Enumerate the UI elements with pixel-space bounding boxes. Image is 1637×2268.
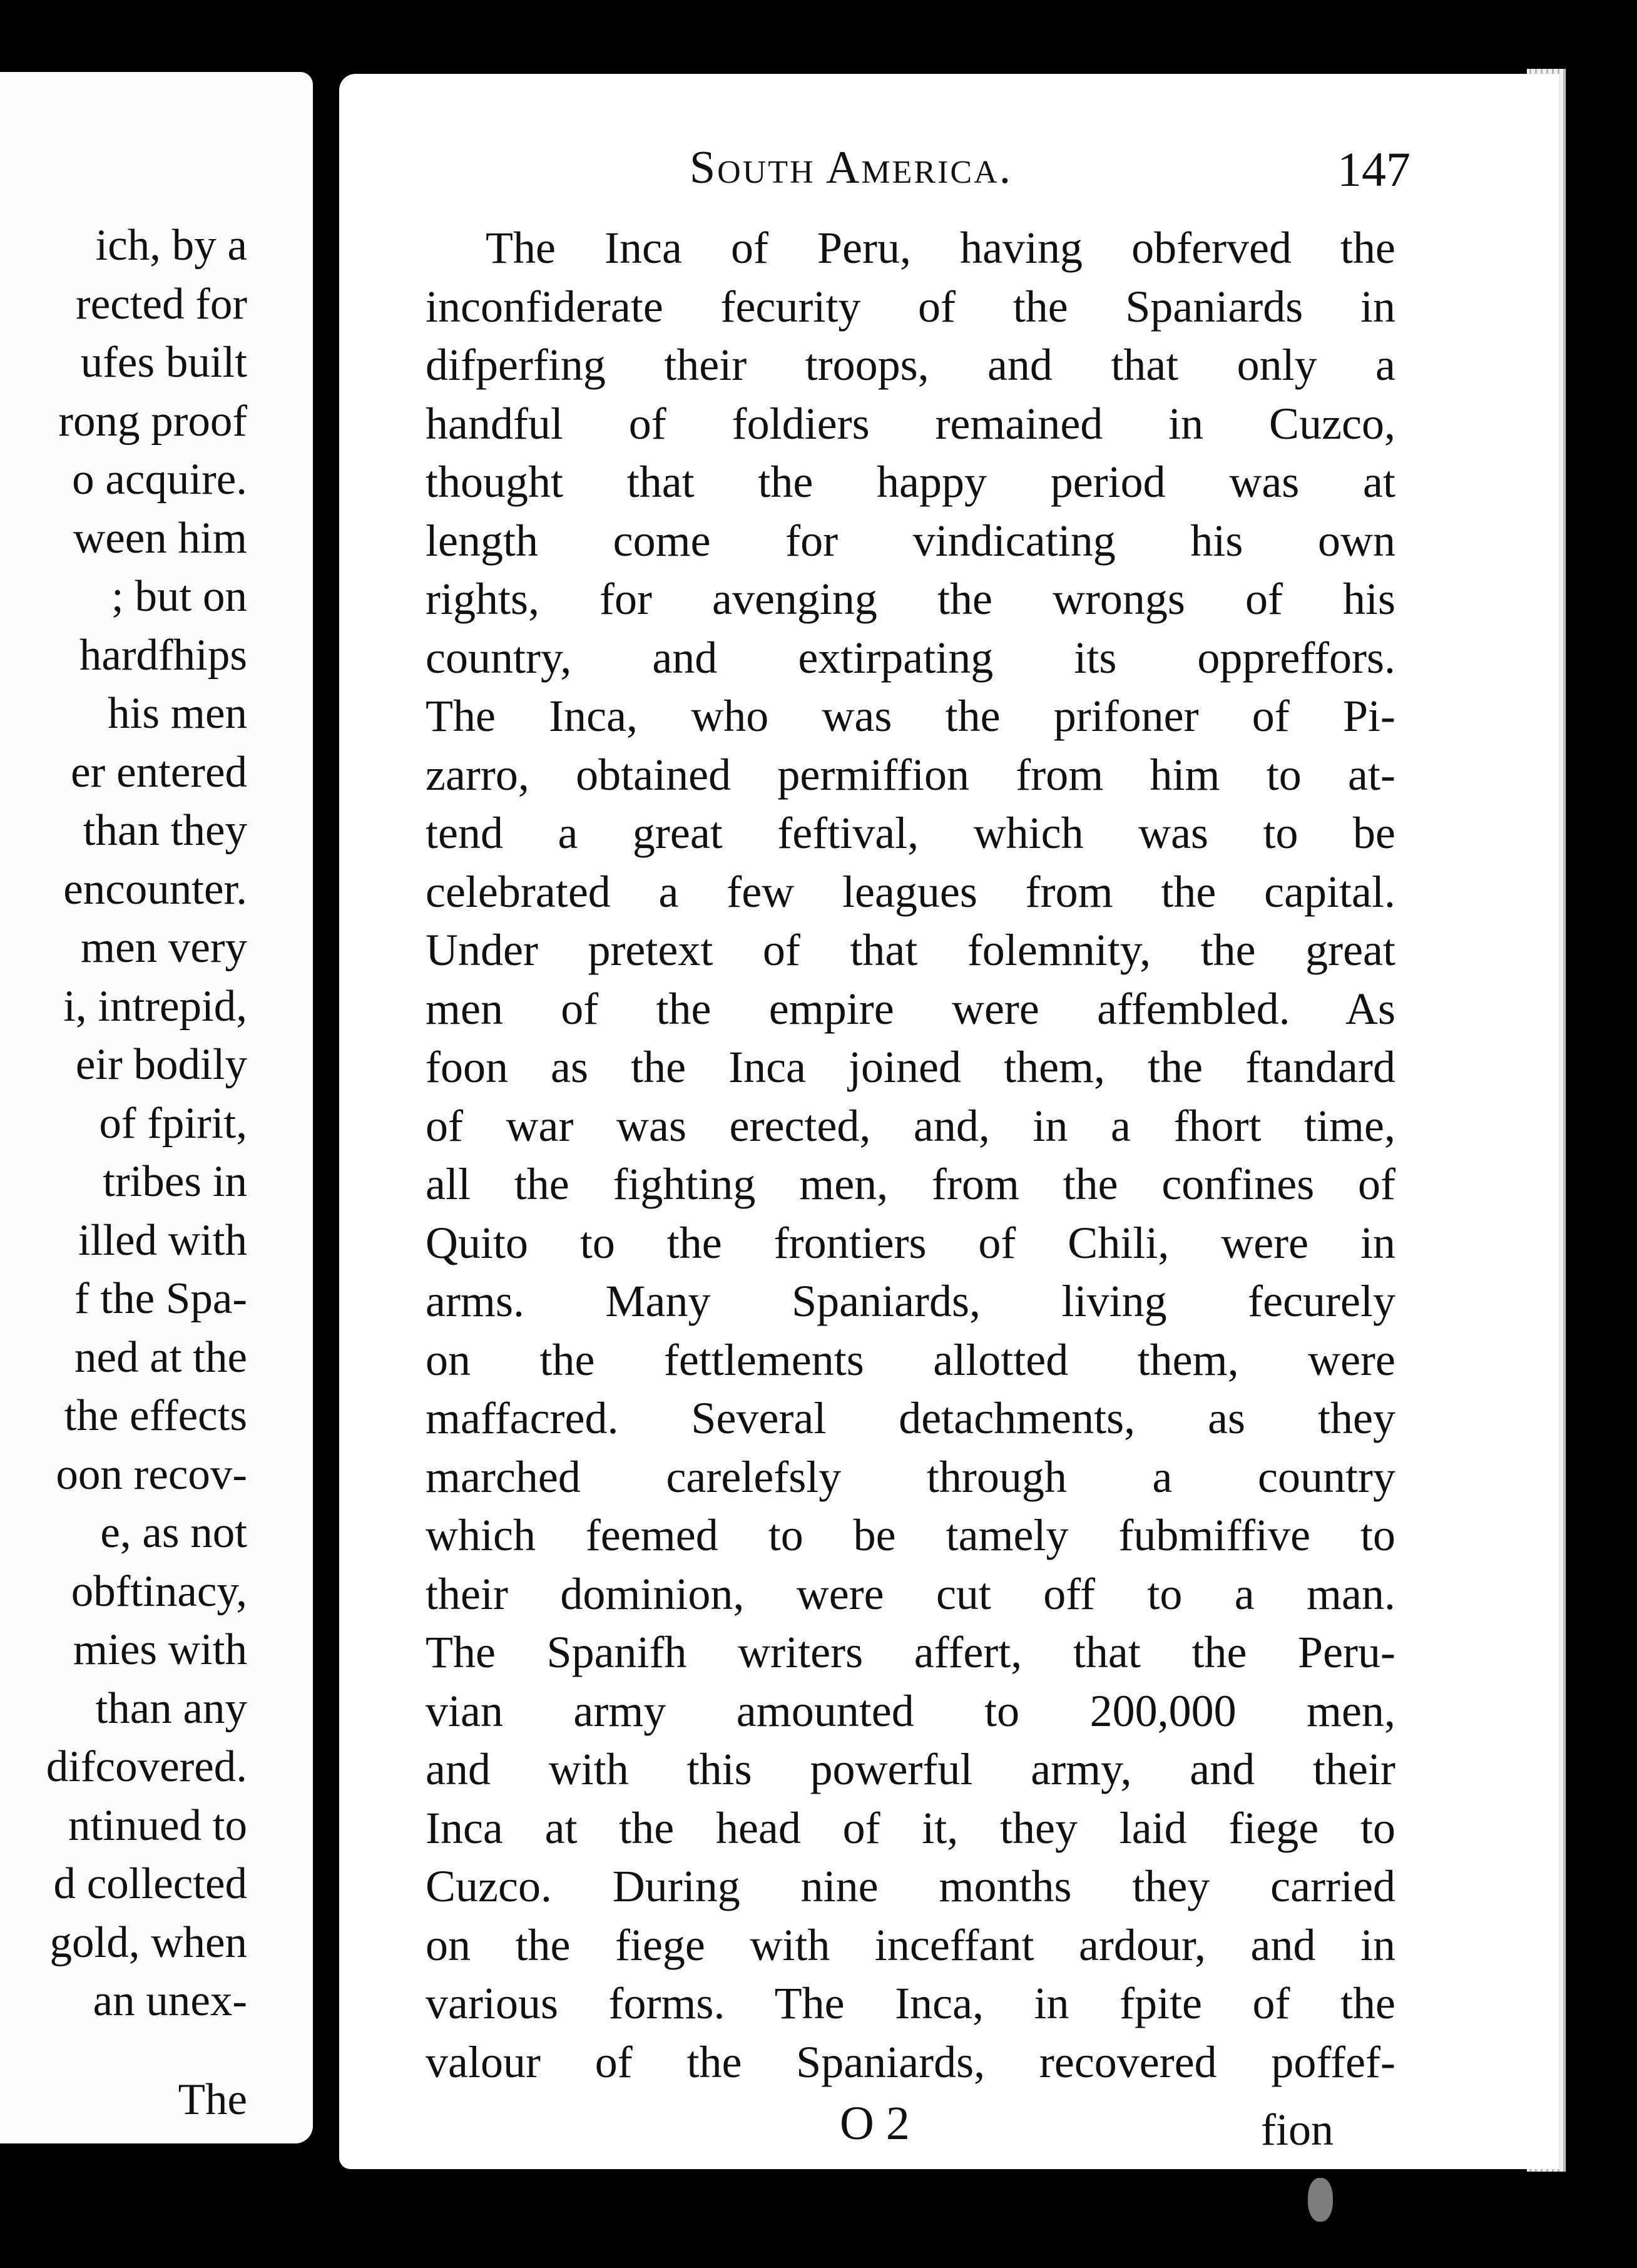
- body-line: length come for vindicating his own: [426, 515, 1395, 566]
- body-line: men of the empire were affembled. As: [426, 983, 1395, 1034]
- body-line: maffacred. Several detachments, as they: [426, 1393, 1395, 1443]
- left-page-line: than any: [95, 1683, 247, 1733]
- left-page-line: difcovered.: [46, 1742, 247, 1791]
- left-page-line: ich, by a: [95, 221, 247, 270]
- catchword: fion: [1261, 2105, 1334, 2155]
- body-line: Cuzco. During nine months they carried: [426, 1861, 1395, 1911]
- left-page-line: ntinued to: [68, 1801, 247, 1850]
- body-line: all the fighting men, from the confines of: [426, 1159, 1395, 1209]
- left-page: [0, 72, 313, 2143]
- left-page-line: tribes in: [103, 1157, 247, 1206]
- body-line: on the fiege with inceffant ardour, and in: [426, 1919, 1395, 1970]
- left-page-line: of fpirit,: [99, 1098, 247, 1148]
- body-line: The Spanifh writers affert, that the Peru-: [426, 1627, 1395, 1677]
- body-line: which feemed to be tamely fubmiffive to: [426, 1510, 1395, 1560]
- signature-mark: O 2: [840, 2097, 910, 2150]
- left-page-line: the effects: [64, 1391, 247, 1440]
- left-page-line: illed with: [78, 1215, 247, 1265]
- left-page-line: f the Spa-: [74, 1274, 247, 1323]
- body-line: marched carelefsly through a country: [426, 1451, 1395, 1502]
- body-line: zarro, obtained permiffion from him to at-: [426, 749, 1395, 800]
- left-page-line: d collected: [53, 1859, 247, 1908]
- body-line: Quito to the frontiers of Chili, were in: [426, 1217, 1395, 1268]
- left-page-line: rong proof: [58, 396, 247, 446]
- body-line: vian army amounted to 200,000 men,: [426, 1685, 1395, 1736]
- body-line: inconfiderate fecurity of the Spaniards in: [426, 281, 1395, 332]
- left-page-line: ween him: [73, 513, 247, 563]
- body-text: [426, 219, 1395, 2092]
- left-page-line: than they: [83, 806, 247, 855]
- body-line: country, and extirpating its oppreffors.: [426, 632, 1395, 683]
- page-number: 147: [1337, 142, 1410, 197]
- body-line: The Inca of Peru, having obferved the: [486, 223, 1395, 273]
- running-head: South America.: [690, 142, 1013, 193]
- left-page-line: ned at the: [74, 1332, 247, 1382]
- body-line: Under pretext of that folemnity, the great: [426, 925, 1395, 975]
- left-page-line: e, as not: [100, 1508, 247, 1557]
- left-page-line: men very: [80, 923, 247, 972]
- left-page-line: mies with: [73, 1625, 247, 1674]
- left-page-line: ; but on: [111, 572, 247, 621]
- left-page-line: hardfhips: [79, 630, 247, 680]
- body-line: rights, for avenging the wrongs of his: [426, 574, 1395, 624]
- body-line: of war was erected, and, in a fhort time,: [426, 1100, 1395, 1151]
- right-page: [339, 74, 1559, 2169]
- ink-smudge: [1308, 2178, 1333, 2222]
- left-page-line: his men: [108, 689, 247, 738]
- left-page-line: oon recov-: [56, 1449, 247, 1499]
- left-page-line: gold, when: [49, 1918, 247, 1967]
- body-line: celebrated a few leagues from the capital.: [426, 866, 1395, 917]
- left-page-line: i, intrepid,: [63, 981, 247, 1031]
- body-line: valour of the Spaniards, recovered poffef-: [426, 2036, 1395, 2087]
- left-page-line: er entered: [71, 747, 247, 797]
- body-line: foon as the Inca joined them, the ftandard: [426, 1042, 1395, 1092]
- left-page-line: an unex-: [93, 1976, 247, 2025]
- left-page-line: obftinacy,: [71, 1566, 247, 1616]
- left-page-line: encounter.: [63, 864, 247, 914]
- body-line: difperfing their troops, and that only a: [426, 340, 1395, 390]
- body-line: handful of foldiers remained in Cuzco,: [426, 398, 1395, 449]
- body-line: various forms. The Inca, in fpite of the: [426, 1978, 1395, 2028]
- left-page-line: o acquire.: [72, 455, 247, 504]
- body-line: and with this powerful army, and their: [426, 1744, 1395, 1794]
- body-line: on the fettlements allotted them, were: [426, 1334, 1395, 1385]
- left-page-catchword: The: [178, 2075, 247, 2124]
- body-line: arms. Many Spaniards, living fecurely: [426, 1276, 1395, 1326]
- left-page-line: eir bodily: [75, 1040, 247, 1089]
- body-line: tend a great feftival, which was to be: [426, 808, 1395, 858]
- left-page-line: rected for: [76, 279, 247, 329]
- body-line: their dominion, were cut off to a man.: [426, 1568, 1395, 1619]
- body-line: thought that the happy period was at: [426, 457, 1395, 507]
- body-line: The Inca, who was the prifoner of Pi-: [426, 691, 1395, 741]
- left-page-line: ufes built: [80, 338, 247, 387]
- body-line: Inca at the head of it, they laid fiege to: [426, 1802, 1395, 1853]
